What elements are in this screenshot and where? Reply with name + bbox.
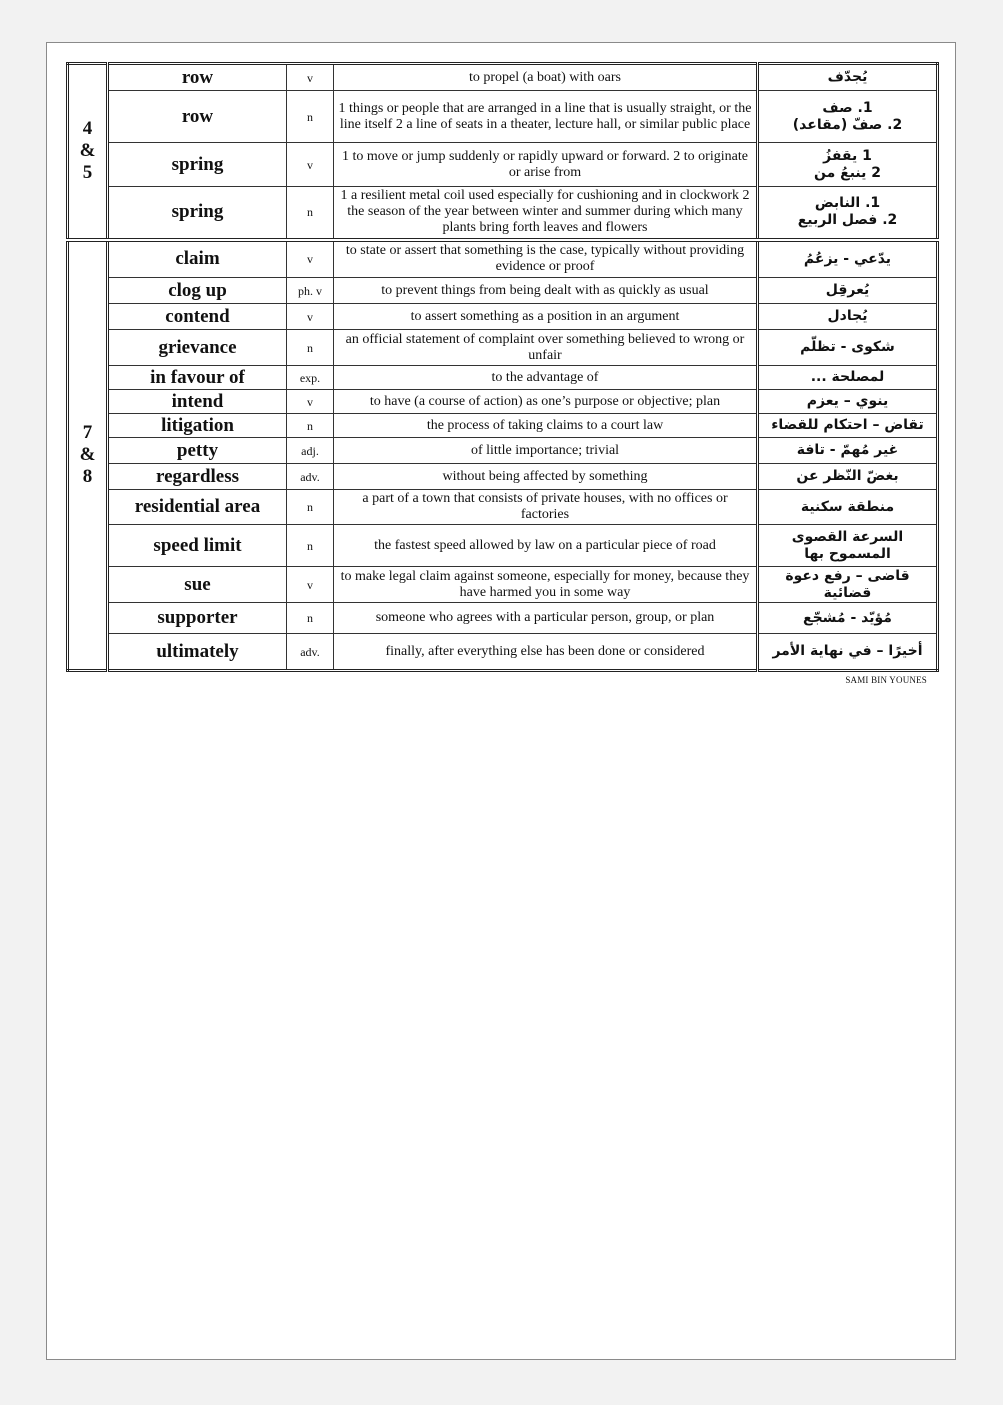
definition-cell: an official statement of complaint over something believed to wrong or unfair xyxy=(334,330,758,366)
arabic-translation-cell: تقاض – احتكام للقضاء xyxy=(758,414,938,438)
word-cell: contend xyxy=(108,304,287,330)
table-row xyxy=(68,525,938,567)
definition-cell: 1 to move or jump suddenly or rapidly upward or forward. 2 to originate or arise from xyxy=(334,143,758,187)
table-row xyxy=(68,64,938,91)
definition-cell: to the advantage of xyxy=(334,366,758,390)
table-row xyxy=(68,143,938,187)
arabic-translation-cell: 1. النابض 2. فصل الربيع xyxy=(758,187,938,240)
word-cell: petty xyxy=(108,438,287,464)
definition-cell: the process of taking claims to a court law xyxy=(334,414,758,438)
arabic-translation-cell: 1. صف 2. صفّ (مقاعد) xyxy=(758,91,938,143)
author-credit: SAMI BIN YOUNES xyxy=(845,675,927,685)
arabic-translation-cell: ينوي – يعزم xyxy=(758,390,938,414)
part-of-speech-cell: n xyxy=(287,414,334,438)
word-cell: in favour of xyxy=(108,366,287,390)
definition-cell: a part of a town that consists of private houses, with no offices or factories xyxy=(334,490,758,525)
arabic-translation-cell: قاضى – رفع دعوة قضائية xyxy=(758,567,938,603)
word-cell: speed limit xyxy=(108,525,287,567)
arabic-translation-cell: 1 يقفزُ 2 ينبعُ من xyxy=(758,143,938,187)
definition-cell: finally, after everything else has been done or considered xyxy=(334,634,758,671)
table-row xyxy=(68,330,938,366)
definition-cell: of little importance; trivial xyxy=(334,438,758,464)
part-of-speech-cell: n xyxy=(287,91,334,143)
definition-cell: 1 things or people that are arranged in a line that is usually straight, or the line itself 2 a line of seats in a theater, lecture hall, or similar public place xyxy=(334,91,758,143)
word-cell: row xyxy=(108,64,287,91)
word-cell: supporter xyxy=(108,603,287,634)
arabic-translation-cell: يُجدّف xyxy=(758,64,938,91)
vocabulary-table xyxy=(66,62,939,672)
definition-cell: to assert something as a position in an argument xyxy=(334,304,758,330)
part-of-speech-cell: n xyxy=(287,603,334,634)
table-row xyxy=(68,390,938,414)
table-row xyxy=(68,603,938,634)
arabic-translation-cell: أخيرًا – في نهاية الأمر xyxy=(758,634,938,671)
arabic-translation-cell: شكوى - تظلّم xyxy=(758,330,938,366)
arabic-translation-cell: يُعرقِل xyxy=(758,278,938,304)
part-of-speech-cell: adj. xyxy=(287,438,334,464)
definition-cell: to have (a course of action) as one’s purpose or objective; plan xyxy=(334,390,758,414)
document-page xyxy=(46,42,956,1360)
table-row xyxy=(68,464,938,490)
part-of-speech-cell: v xyxy=(287,64,334,91)
part-of-speech-cell: n xyxy=(287,525,334,567)
unit-number: 4 & 5 xyxy=(68,64,108,240)
definition-cell: to propel (a boat) with oars xyxy=(334,64,758,91)
word-cell: clog up xyxy=(108,278,287,304)
table-row xyxy=(68,304,938,330)
arabic-translation-cell: لمصلحة ... xyxy=(758,366,938,390)
part-of-speech-cell: ph. v xyxy=(287,278,334,304)
table-row xyxy=(68,91,938,143)
arabic-translation-cell: غير مُهمّ - تافة xyxy=(758,438,938,464)
word-cell: sue xyxy=(108,567,287,603)
table-row xyxy=(68,634,938,671)
unit-group-7-8 xyxy=(68,240,938,671)
part-of-speech-cell: adv. xyxy=(287,464,334,490)
word-cell: claim xyxy=(108,240,287,278)
word-cell: spring xyxy=(108,143,287,187)
arabic-translation-cell: السرعة القصوى المسموح بها xyxy=(758,525,938,567)
part-of-speech-cell: exp. xyxy=(287,366,334,390)
definition-cell: to state or assert that something is the case, typically without providing evidence or proof xyxy=(334,240,758,278)
part-of-speech-cell: n xyxy=(287,330,334,366)
arabic-translation-cell: بغضّ النّظر عن xyxy=(758,464,938,490)
word-cell: residential area xyxy=(108,490,287,525)
table-row xyxy=(68,490,938,525)
part-of-speech-cell: v xyxy=(287,567,334,603)
arabic-translation-cell: منطقة سكنية xyxy=(758,490,938,525)
word-cell: intend xyxy=(108,390,287,414)
table-row xyxy=(68,438,938,464)
part-of-speech-cell: v xyxy=(287,240,334,278)
definition-cell: someone who agrees with a particular person, group, or plan xyxy=(334,603,758,634)
word-cell: litigation xyxy=(108,414,287,438)
word-cell: grievance xyxy=(108,330,287,366)
unit-number: 7 & 8 xyxy=(68,240,108,671)
table-row xyxy=(68,567,938,603)
word-cell: regardless xyxy=(108,464,287,490)
definition-cell: without being affected by something xyxy=(334,464,758,490)
definition-cell: to make legal claim against someone, especially for money, because they have harmed you in some way xyxy=(334,567,758,603)
part-of-speech-cell: v xyxy=(287,390,334,414)
definition-cell: to prevent things from being dealt with as quickly as usual xyxy=(334,278,758,304)
definition-cell: the fastest speed allowed by law on a particular piece of road xyxy=(334,525,758,567)
part-of-speech-cell: adv. xyxy=(287,634,334,671)
table-row xyxy=(68,187,938,240)
table-row xyxy=(68,414,938,438)
word-cell: row xyxy=(108,91,287,143)
table-row xyxy=(68,240,938,278)
part-of-speech-cell: n xyxy=(287,490,334,525)
arabic-translation-cell: يُجادل xyxy=(758,304,938,330)
word-cell: spring xyxy=(108,187,287,240)
arabic-translation-cell: مُؤيّد - مُشجّع xyxy=(758,603,938,634)
definition-cell: 1 a resilient metal coil used especially for cushioning and in clockwork 2 the season of the year between winter and summer during which many plants bring forth leaves and flowers xyxy=(334,187,758,240)
unit-group-4-5 xyxy=(68,64,938,240)
part-of-speech-cell: v xyxy=(287,304,334,330)
table-row xyxy=(68,278,938,304)
part-of-speech-cell: n xyxy=(287,187,334,240)
word-cell: ultimately xyxy=(108,634,287,671)
part-of-speech-cell: v xyxy=(287,143,334,187)
arabic-translation-cell: يدّعي - يزعُمُ xyxy=(758,240,938,278)
table-row xyxy=(68,366,938,390)
